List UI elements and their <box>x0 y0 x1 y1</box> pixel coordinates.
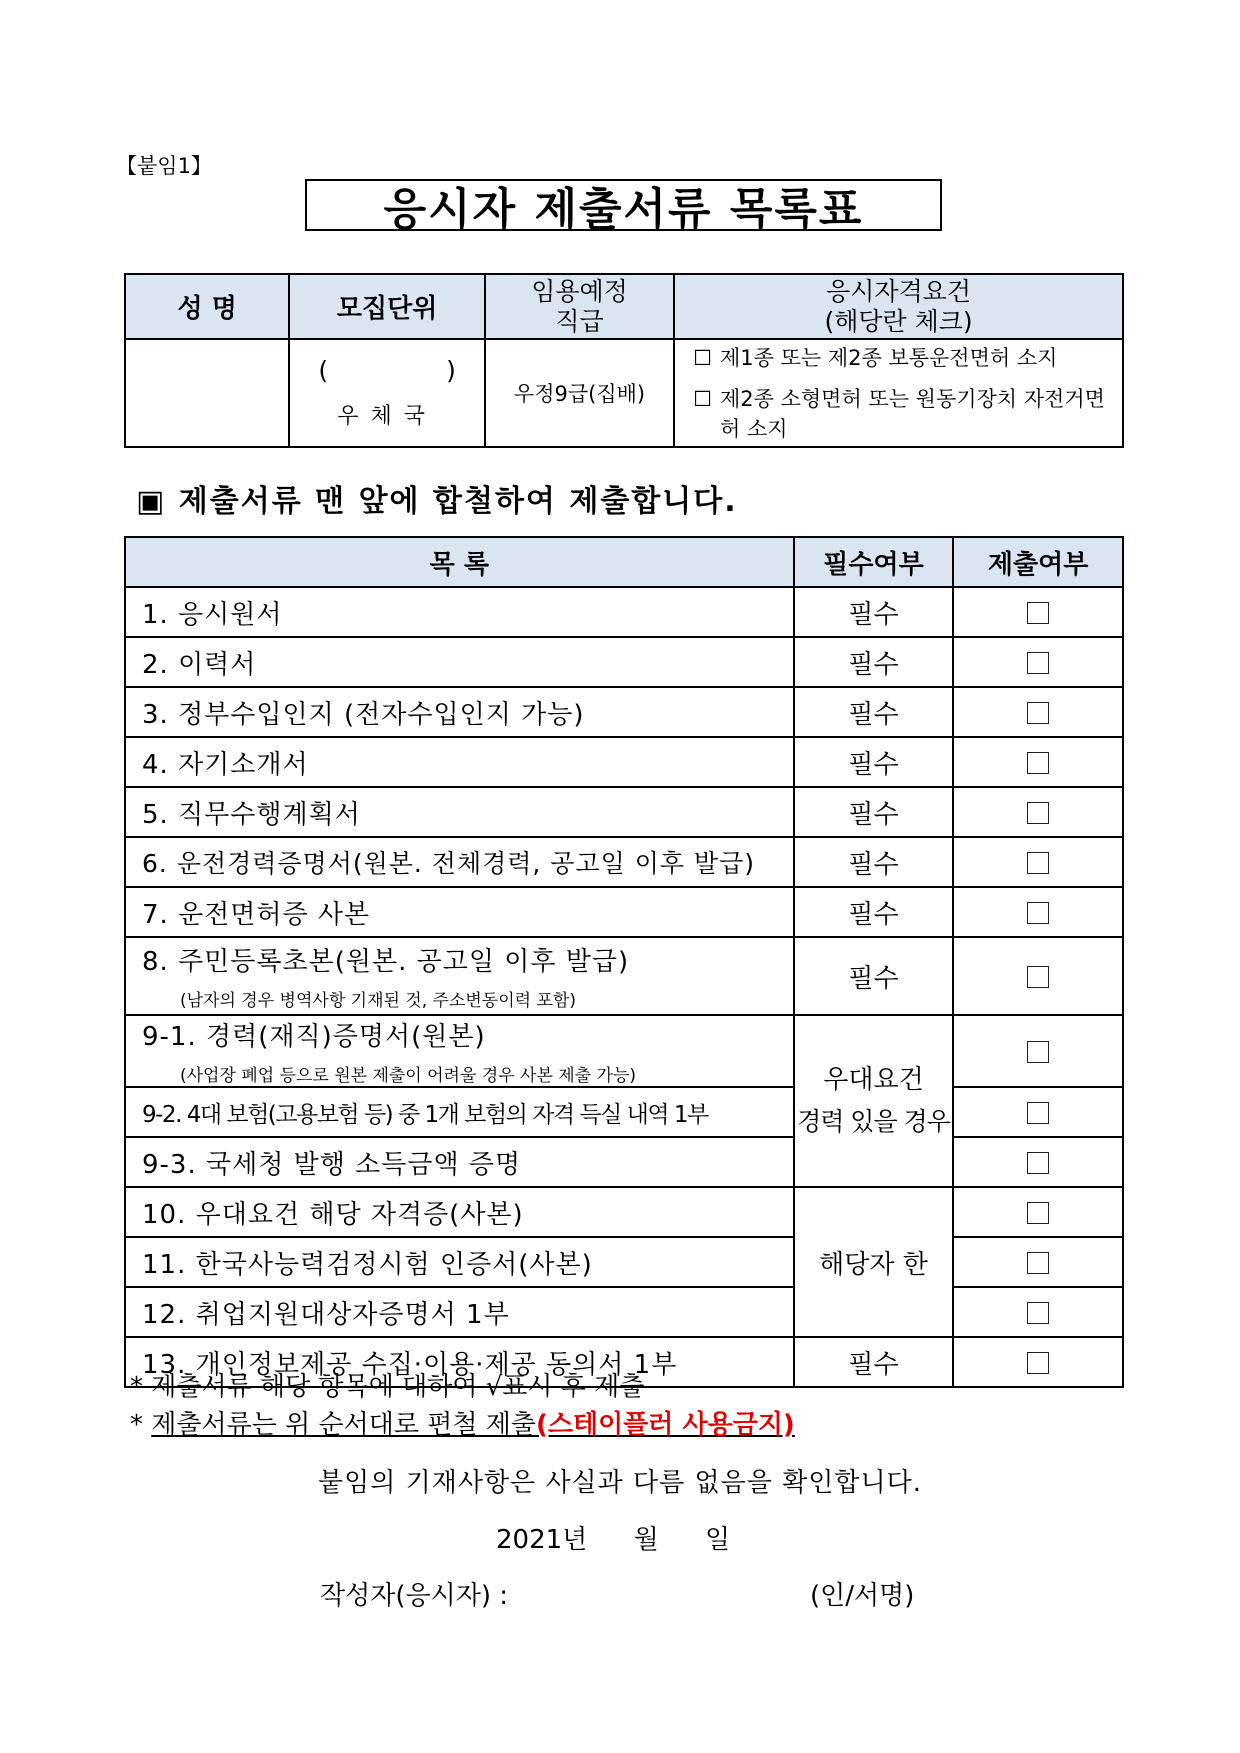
header-item: 목 록 <box>125 537 794 587</box>
table-row <box>125 1137 1123 1187</box>
qualification-option-2[interactable] <box>693 384 1122 444</box>
submit-cell <box>953 687 1123 737</box>
header-qual-line1: 응시자격요건 <box>826 276 972 306</box>
table-row <box>125 787 1123 837</box>
required-flag: 필수 <box>794 1337 954 1387</box>
date-year: 2021년 <box>496 1525 588 1555</box>
checkbox-icon[interactable] <box>1027 1302 1049 1324</box>
header-qualification <box>674 274 1123 339</box>
header-grade <box>485 274 674 339</box>
header-qual-line2: (해당란 체크) <box>824 306 973 336</box>
submit-cell <box>953 587 1123 637</box>
grade-value: 우정9급(집배) <box>485 339 674 447</box>
notice-text: ▣ 제출서류 맨 앞에 합철하여 제출합니다. <box>136 484 738 519</box>
required-flag: 필수 <box>794 937 954 1015</box>
date-month: 월 <box>633 1525 659 1555</box>
checkbox-icon[interactable] <box>1027 852 1049 874</box>
submit-cell <box>953 1087 1123 1137</box>
doc-label-group <box>125 1015 794 1087</box>
checkbox-icon[interactable] <box>1027 902 1049 924</box>
checkbox-icon[interactable] <box>1027 802 1049 824</box>
doc-label: 8. 주민등록초본(원본. 공고일 이후 발급) <box>142 947 630 977</box>
submit-cell <box>953 1187 1123 1237</box>
submit-cell <box>953 637 1123 687</box>
confirmation-text: 붙임의 기재사항은 사실과 다름 없음을 확인합니다. <box>317 1468 923 1498</box>
unit-field[interactable] <box>289 339 484 447</box>
qualification-label-1: 제1종 또는 제2종 보통운전면허 소지 <box>719 346 1058 370</box>
date-line <box>496 1519 768 1556</box>
checkbox-icon[interactable] <box>1027 602 1049 624</box>
doc-label: 9-2. 4대 보험(고용보험 등) 중 1개 보험의 자격 득실 내역 1부 <box>125 1087 794 1137</box>
submit-cell <box>953 737 1123 787</box>
doc-label: 5. 직무수행계획서 <box>125 787 794 837</box>
group-10-required: 해당자 한 <box>794 1187 954 1337</box>
doc-label: 12. 취업지원대상자증명서 1부 <box>125 1287 794 1337</box>
doc-label: 11. 한국사능력검정시험 인증서(사본) <box>125 1237 794 1287</box>
checkbox-icon[interactable] <box>1027 1252 1049 1274</box>
required-flag: 필수 <box>794 887 954 937</box>
header-name: 성 명 <box>125 274 289 339</box>
group-9-required <box>794 1015 954 1187</box>
doc-label: 13. 개인정보제공 수집·이용·제공 동의서 1부 <box>125 1337 794 1387</box>
table-row <box>125 1287 1123 1337</box>
table-row <box>125 1087 1123 1137</box>
required-flag: 필수 <box>794 787 954 837</box>
submit-cell <box>953 1287 1123 1337</box>
doc-label: 6. 운전경력증명서(원본. 전체경력, 공고일 이후 발급) <box>125 837 794 887</box>
header-submitted: 제출여부 <box>953 537 1123 587</box>
checkbox-icon[interactable] <box>1027 702 1049 724</box>
doc-label: 9-3. 국세청 발행 소득금액 증명 <box>125 1137 794 1187</box>
seal-label: (인/서명) <box>810 1581 915 1611</box>
doc-label: 4. 자기소개서 <box>125 737 794 787</box>
checkbox-icon[interactable] <box>1027 1352 1049 1374</box>
submit-cell <box>953 887 1123 937</box>
checkbox-icon[interactable]: ☐ <box>693 346 712 370</box>
qualification-label-2: 제2종 소형면허 또는 원동기장치 자전거면허 소지 <box>719 387 1105 441</box>
submit-cell <box>953 1237 1123 1287</box>
required-flag: 필수 <box>794 587 954 637</box>
footnote-2 <box>130 1404 795 1441</box>
header-required: 필수여부 <box>794 537 954 587</box>
name-field[interactable] <box>125 339 289 447</box>
footnote-2-star: * <box>130 1410 143 1440</box>
documents-table <box>124 536 1124 1388</box>
footnote-2-warning: (스테이플러 사용금지) <box>535 1410 795 1440</box>
table-row <box>125 1187 1123 1237</box>
doc-sublabel: (남자의 경우 병역사항 기재된 것, 주소변동이력 포함) <box>180 991 576 1011</box>
doc-label: 7. 운전면허증 사본 <box>125 887 794 937</box>
page-title: 응시자 제출서류 목록표 <box>305 179 942 231</box>
checkbox-icon[interactable]: ☐ <box>693 387 712 411</box>
doc-label: 2. 이력서 <box>125 637 794 687</box>
submit-cell <box>953 787 1123 837</box>
submit-cell <box>953 1137 1123 1187</box>
checkbox-icon[interactable] <box>1027 1202 1049 1224</box>
applicant-table <box>124 273 1124 448</box>
table-row <box>125 587 1123 637</box>
doc-sublabel: (사업장 폐업 등으로 원본 제출이 어려울 경우 사본 제출 가능) <box>180 1066 637 1086</box>
unit-suffix: 우체국 <box>337 404 437 429</box>
checkbox-icon[interactable] <box>1027 966 1049 988</box>
qualification-cell <box>674 339 1123 447</box>
header-unit: 모집단위 <box>289 274 484 339</box>
doc-label: 1. 응시원서 <box>125 587 794 637</box>
table-row <box>125 1015 1123 1087</box>
footnote-2-main: 제출서류는 위 순서대로 편철 제출 <box>151 1410 536 1440</box>
writer-label: 작성자(응시자) : <box>320 1581 509 1611</box>
table-row <box>125 887 1123 937</box>
group-9-line1: 우대요건 <box>823 1065 924 1095</box>
footnote-1 <box>130 1366 644 1403</box>
table-row <box>125 837 1123 887</box>
required-flag: 필수 <box>794 637 954 687</box>
table-row <box>125 637 1123 687</box>
group-9-line2: 경력 있을 경우 <box>797 1107 950 1136</box>
doc-label: 3. 정부수입인지 (전자수입인지 가능) <box>125 687 794 737</box>
submit-cell <box>953 1337 1123 1387</box>
doc-label: 9-1. 경력(재직)증명서(원본) <box>142 1022 486 1052</box>
header-grade-line2: 직급 <box>555 306 604 336</box>
required-flag: 필수 <box>794 837 954 887</box>
table-row <box>125 737 1123 787</box>
checkbox-icon[interactable] <box>1027 652 1049 674</box>
footnote-1-star: * <box>130 1372 143 1402</box>
checkbox-icon[interactable] <box>1027 752 1049 774</box>
qualification-option-1[interactable] <box>693 342 1122 374</box>
submit-cell <box>953 937 1123 1015</box>
table-row <box>125 687 1123 737</box>
doc-label-group <box>125 937 794 1015</box>
footnote-1-text: 제출서류 해당 항목에 대하여 √표시 후 제출 <box>151 1372 645 1402</box>
unit-open-paren: ( <box>318 356 329 385</box>
attachment-label: 【붙임1】 <box>116 154 212 178</box>
doc-label: 10. 우대요건 해당 자격증(사본) <box>125 1187 794 1237</box>
checkbox-icon[interactable] <box>1027 1102 1049 1124</box>
required-flag: 필수 <box>794 687 954 737</box>
checkbox-icon[interactable] <box>1027 1041 1049 1063</box>
table-row <box>125 937 1123 1015</box>
required-flag: 필수 <box>794 737 954 787</box>
footnote-2-underlined <box>151 1410 795 1440</box>
checkbox-icon[interactable] <box>1027 1152 1049 1174</box>
table-row <box>125 1237 1123 1287</box>
submit-cell <box>953 837 1123 887</box>
unit-close-paren: ) <box>446 356 456 385</box>
submit-cell <box>953 1015 1123 1087</box>
header-grade-line1: 임용예정 <box>531 276 628 306</box>
date-day: 일 <box>704 1525 731 1555</box>
